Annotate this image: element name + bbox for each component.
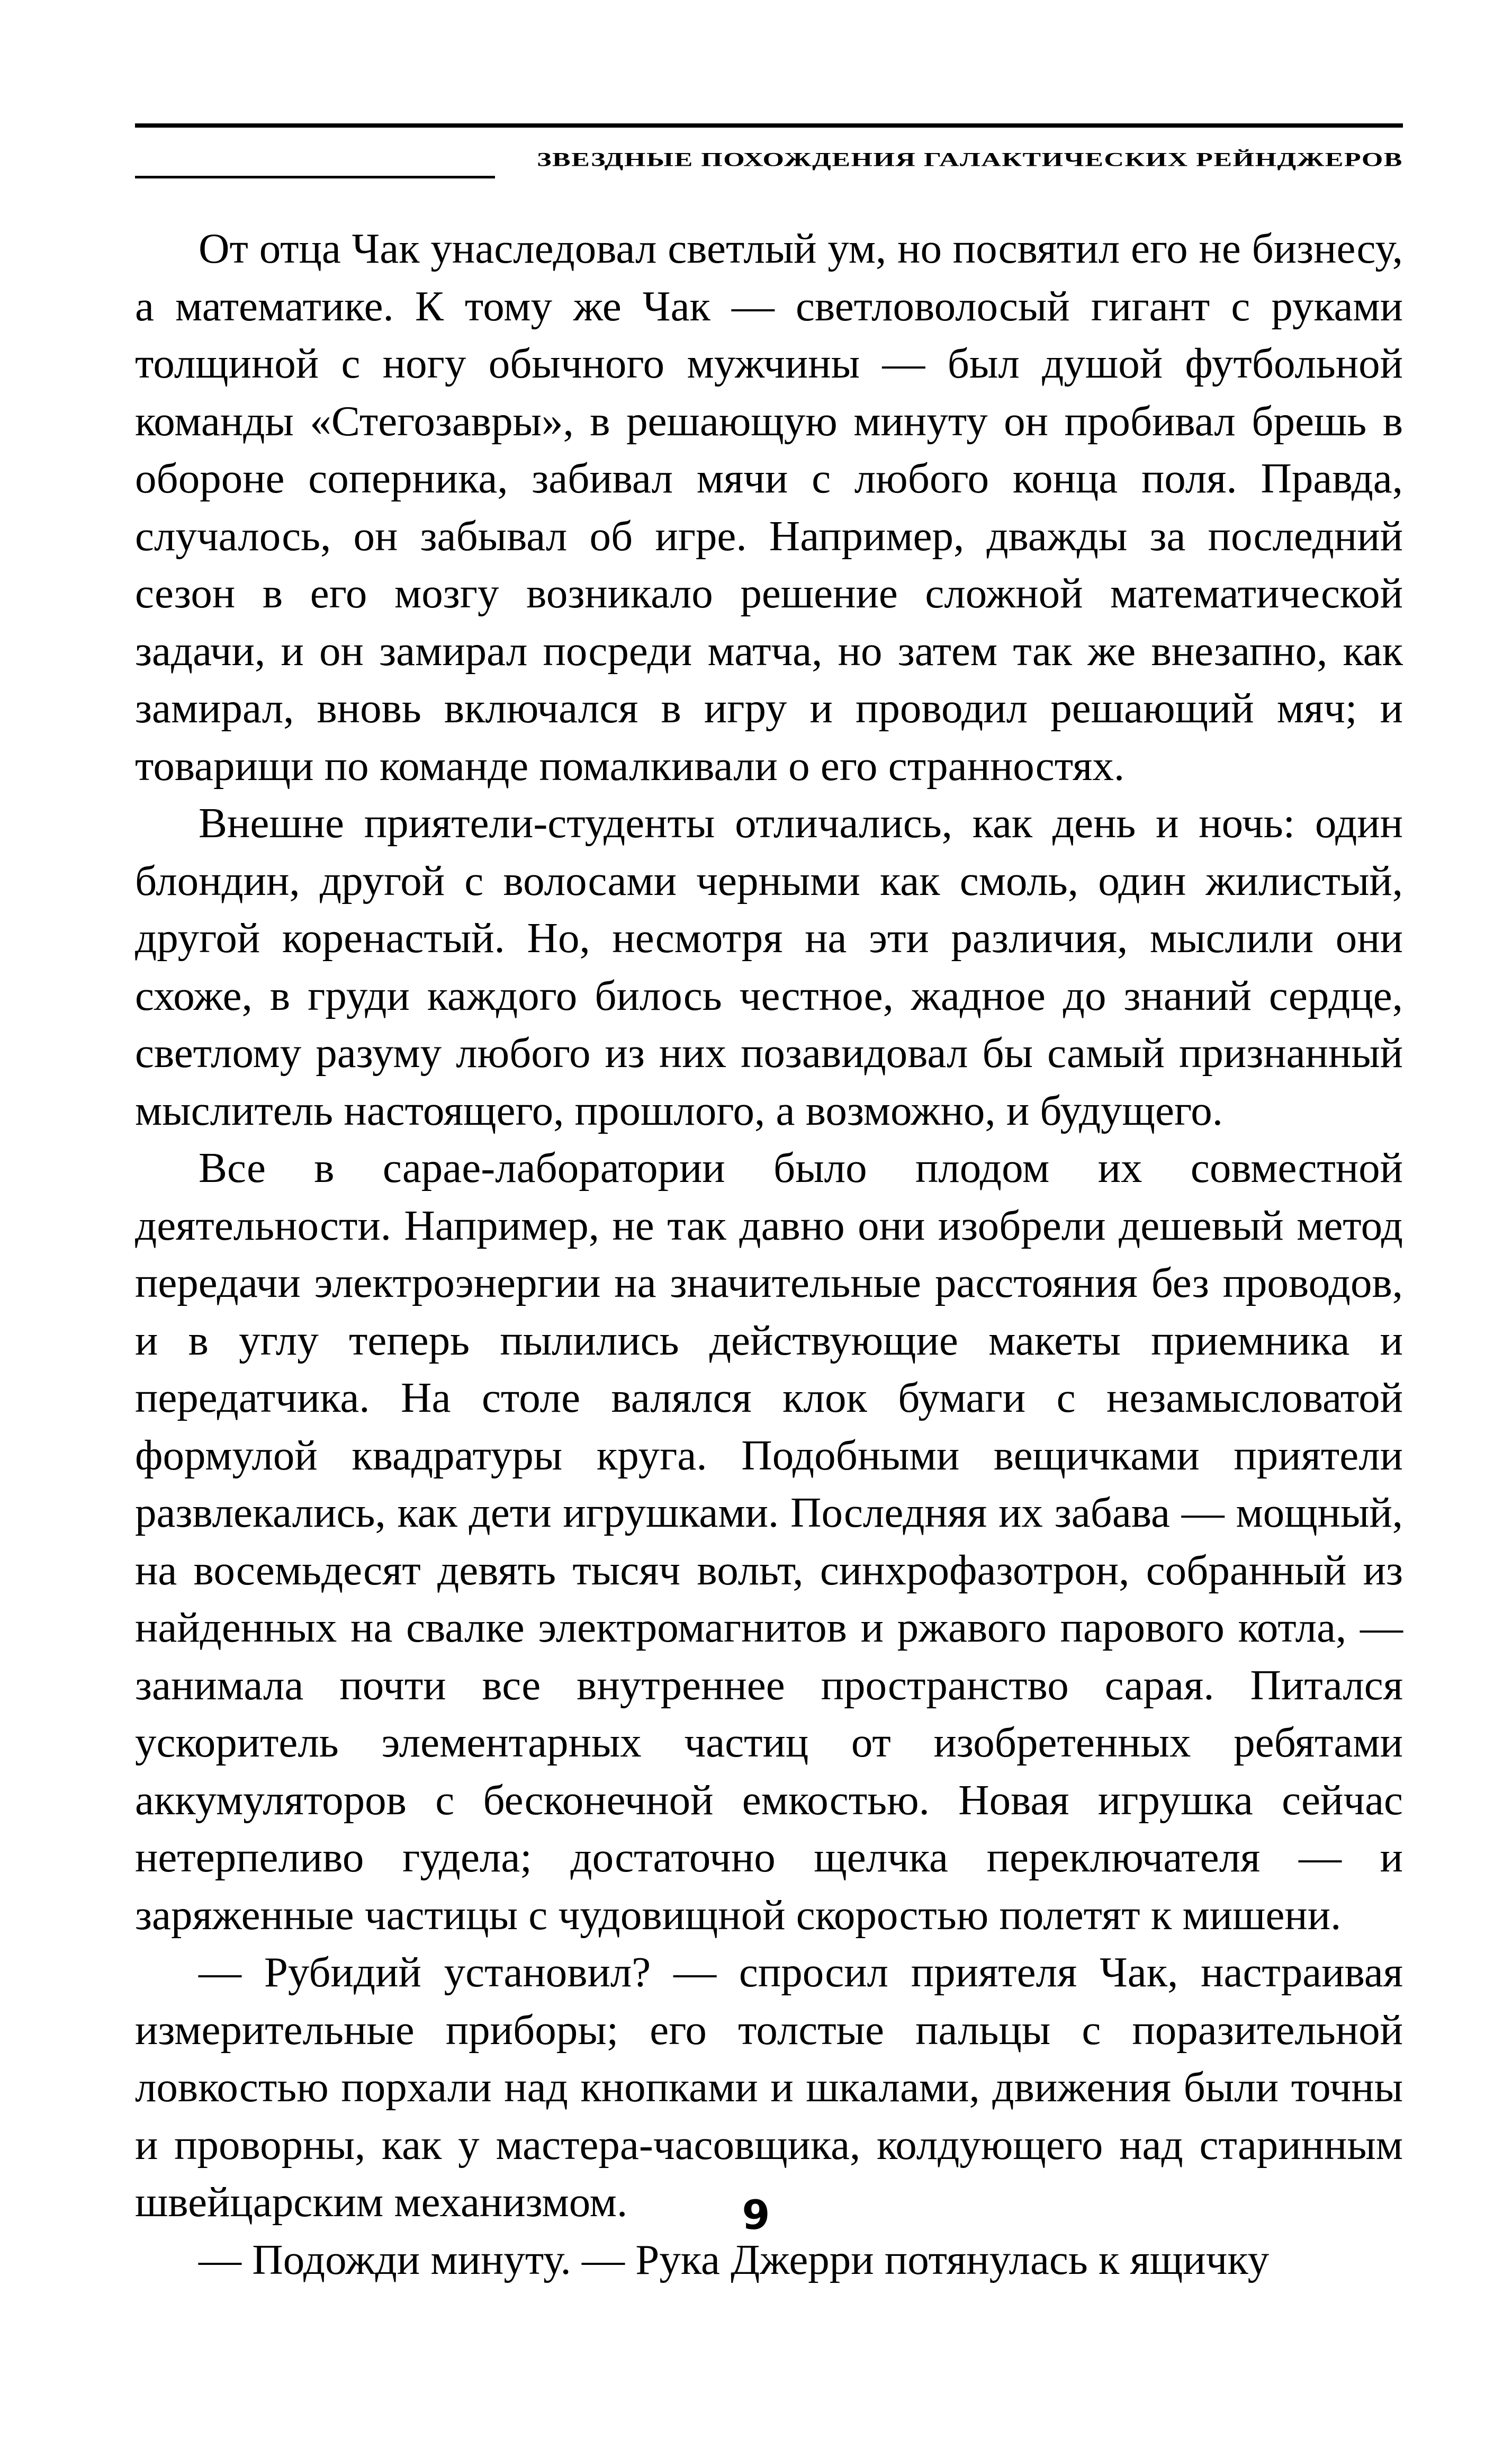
paragraph: Внешне приятели-студенты отличались, как день и ночь: один блондин, другой с волосами черными как смоль, один жилистый, другой коренастый. Но, несмотря на эти различия, мыслили они схоже, в груди каждого билось честное, жадное до знаний сердце, светлому разуму любого из них позавидовал бы самый признанный мыслитель настоящего, прошлого, а возможно, и будущего.: [135, 799, 1403, 1134]
paragraph: Все в сарае-лаборатории было плодом их совместной деятельности. Например, не так давно они изобрели дешевый метод передачи электроэнергии на значительные расстояния без проводов, и в углу теперь пылились действующие макеты приемника и передатчика. На столе валялся клок бумаги с незамысловатой формулой квадратуры круга. Подобными вещичками приятели развлекались, как дети игрушками. Последняя их забава — мощный, на восемьдесят девять тысяч вольт, синхрофазотрон, собранный из найденных на свалке электромагнитов и ржавого парового котла, — занимала почти все внутреннее пространство сарая. Питался ускоритель элементарных частиц от изобретенных ребятами аккумуляторов с бесконечной емкостью. Новая игрушка сейчас нетерпеливо гудела; достаточно щелчка переключателя — и заряженные частицы с чудовищной скоростью полетят к мишени.: [135, 1144, 1403, 1939]
body-text: [135, 220, 1403, 2288]
paragraph: — Подожди минуту. — Рука Джерри потянулась к ящичку: [199, 2235, 1270, 2283]
header-top-rule: [135, 123, 1403, 128]
paragraph: От отца Чак унаследовал светлый ум, но посвятил его не бизнесу, а математике. К тому же Чак — светловолосый гигант с руками толщиной с ногу обычного мужчины — был душой футбольной команды «Стегозавры», в решающую минуту он пробивал брешь в обороне соперника, забивал мячи с любого конца поля. Правда, случалось, он забывал об игре. Например, дважды за последний сезон в его мозгу возникало решение сложной математической задачи, и он замирал посреди матча, но затем так же внезапно, как замирал, вновь включался в игру и проводил решающий мяч; и товарищи по команде помалкивали о его странностях.: [135, 225, 1403, 790]
running-header: ЗВЕЗДНЫЕ ПОХОЖДЕНИЯ ГАЛАКТИЧЕСКИХ РЕЙНДЖЕРОВ: [537, 149, 1403, 171]
page-number: 9: [742, 2191, 770, 2238]
header-underline-rule: [135, 176, 495, 178]
paragraph: — Рубидий установил? — спросил приятеля Чак, настраивая измерительные приборы; его толстые пальцы с поразительной ловкостью порхали над кнопками и шкалами, движения были точны и проворны, как у мастера-часовщика, колдующего над старинным швейцарским механизмом.: [135, 1948, 1403, 2226]
